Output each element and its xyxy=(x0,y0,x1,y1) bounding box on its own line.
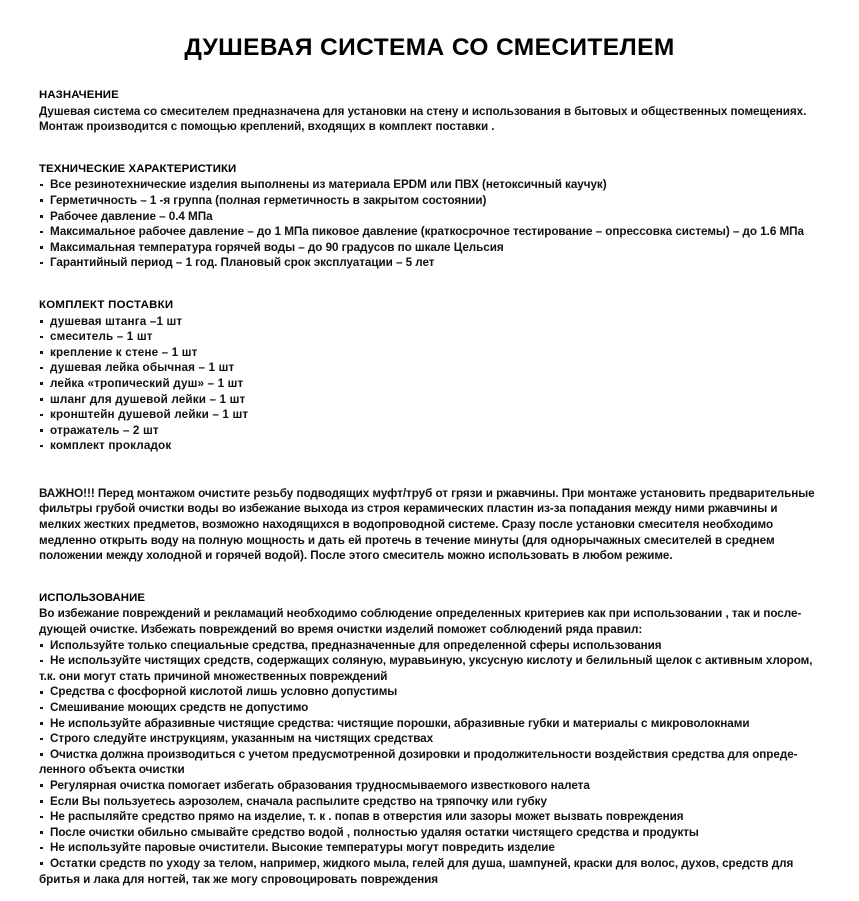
bullet-icon xyxy=(40,199,43,202)
list-item-label: Максимальная температура горячей воды – до 90 градусов по шкале Цельсия xyxy=(50,240,504,254)
list-item-label: душевая лейка обычная – 1 шт xyxy=(50,361,235,375)
list-item xyxy=(39,653,823,684)
bullet-icon xyxy=(40,215,43,218)
list-item xyxy=(39,747,823,778)
list-item-label: комплект прокладок xyxy=(50,439,172,453)
purpose-paragraph xyxy=(39,104,823,135)
list-item-continuation: ленного объекта очистки xyxy=(39,763,185,777)
list-item-label: Регулярная очистка помогает избегать образования трудносмываемого известкового налета xyxy=(50,778,590,792)
document-body xyxy=(39,88,823,901)
section-important-notice xyxy=(39,486,823,564)
list-item-label: Если Вы пользуетесь аэрозолем, сначала распылите средство на тряпочку или губку xyxy=(50,794,547,808)
bullet-icon xyxy=(40,367,43,370)
list-item xyxy=(39,240,823,256)
bullet-icon xyxy=(40,847,43,850)
section-technical-characteristics xyxy=(39,162,823,271)
important-line: фильтры грубой очистки воды во избежание выхода из строя керамических пластин из-за попадания между ними ржавчины и xyxy=(39,502,778,516)
usage-rules-list xyxy=(39,638,823,888)
list-item-label: Не используйте абразивные чистящие средства: чистящие порошки, абразивные губки и материалы с микроволокнами xyxy=(50,716,750,730)
list-item xyxy=(39,438,823,454)
spacer xyxy=(39,468,823,486)
list-item xyxy=(39,716,823,732)
spacer xyxy=(39,285,823,298)
bullet-icon xyxy=(40,722,43,725)
list-item xyxy=(39,314,823,330)
list-item xyxy=(39,177,823,193)
list-item-label: Рабочее давление – 0.4 МПа xyxy=(50,209,213,223)
list-item xyxy=(39,638,823,654)
purpose-line: Монтаж производится с помощью креплений, входящих в комплект поставки . xyxy=(39,120,495,134)
list-item-label: Строго следуйте инструкциям, указанным на чистящих средствах xyxy=(50,732,434,746)
list-item-label: шланг для душевой лейки – 1 шт xyxy=(50,392,246,406)
section-heading-delivery-set: КОМПЛЕКТ ПОСТАВКИ xyxy=(39,298,174,311)
list-item xyxy=(39,684,823,700)
bullet-icon xyxy=(40,660,43,663)
list-item xyxy=(39,825,823,841)
list-item-label: крепление к стене – 1 шт xyxy=(50,345,198,359)
list-item xyxy=(39,345,823,361)
list-item-label: Не используйте паровые очистители. Высокие температуры могут повредить изделие xyxy=(50,841,555,855)
technical-characteristics-list xyxy=(39,177,823,271)
purpose-line: Душевая система со смесителем предназначена для установки на стену и использования в бытовых и общественных помещениях. xyxy=(39,104,807,118)
list-item xyxy=(39,700,823,716)
list-item-label: смеситель – 1 шт xyxy=(50,330,153,344)
list-item xyxy=(39,731,823,747)
list-item xyxy=(39,360,823,376)
list-item xyxy=(39,224,823,240)
list-item xyxy=(39,392,823,408)
list-item-label: Используйте только специальные средства, предназначенные для определенной сферы использования xyxy=(50,638,662,652)
bullet-icon xyxy=(40,738,43,741)
important-line: ВАЖНО!!! Перед монтажом очистите резьбу подводящих муфт/труб от грязи и ржавчины. При монтаже установить предварительные xyxy=(39,486,815,500)
bullet-icon xyxy=(40,262,43,265)
bullet-icon xyxy=(40,320,43,323)
list-item-label: Все резинотехнические изделия выполнены из материала EPDM или ПВХ (нетоксичный каучук) xyxy=(50,178,607,192)
bullet-icon xyxy=(40,644,43,647)
list-item xyxy=(39,778,823,794)
list-item-label: Не распыляйте средство прямо на изделие, т. к . попав в отверстия или зазоры может вызвать повреждения xyxy=(50,810,684,824)
bullet-icon xyxy=(40,351,43,354)
list-item xyxy=(39,209,823,225)
list-item-label: Очистка должна производиться с учетом предусмотренной дозировки и продолжительности воздействия средства для опреде- xyxy=(50,747,798,761)
list-item xyxy=(39,840,823,856)
usage-line: Во избежание повреждений и рекламаций необходимо соблюдение определенных критериев как при использовании , так и после- xyxy=(39,607,802,621)
bullet-icon xyxy=(40,831,43,834)
list-item xyxy=(39,376,823,392)
bullet-icon xyxy=(40,336,43,339)
list-item-label: кронштейн душевой лейки – 1 шт xyxy=(50,408,249,422)
bullet-icon xyxy=(40,691,43,694)
list-item-label: Смешивание моющих средств не допустимо xyxy=(50,701,309,714)
list-item-label: душевая штанга –1 шт xyxy=(50,314,183,328)
important-paragraph xyxy=(39,486,823,564)
bullet-icon xyxy=(40,800,43,803)
section-usage xyxy=(39,591,823,887)
section-heading-usage: ИСПОЛЬЗОВАНИЕ xyxy=(39,591,146,604)
section-delivery-set xyxy=(39,298,823,454)
list-item-label: отражатель – 2 шт xyxy=(50,423,159,437)
list-item-label: Средства с фосфорной кислотой лишь условно допустимы xyxy=(50,685,398,699)
section-heading-technical-characteristics: ТЕХНИЧЕСКИЕ ХАРАКТЕРИСТИКИ xyxy=(39,162,237,175)
list-item-label: После очистки обильно смывайте средство водой , полностью удаляя остатки чистящего средства и продукты xyxy=(50,825,699,839)
list-item xyxy=(39,255,823,271)
page-title: ДУШЕВАЯ СИСТЕМА СО СМЕСИТЕЛЕМ xyxy=(184,34,675,61)
list-item-label: Гарантийный период – 1 год. Плановый срок эксплуатации – 5 лет xyxy=(50,256,435,270)
bullet-icon xyxy=(40,231,43,234)
bullet-icon xyxy=(40,414,43,417)
list-item xyxy=(39,423,823,439)
list-item-label: лейка «тропический душ» – 1 шт xyxy=(50,376,244,390)
bullet-icon xyxy=(40,184,43,187)
list-item-continuation: т.к. они могут стать причиной множественных повреждений xyxy=(39,669,388,683)
list-item-label: Максимальное рабочее давление – до 1 МПа пиковое давление (краткосрочное тестирование – опрессовка системы) – до 1.6 МПа xyxy=(50,225,804,239)
list-item xyxy=(39,193,823,209)
list-item xyxy=(39,407,823,423)
section-heading-purpose: НАЗНАЧЕНИЕ xyxy=(39,89,119,101)
bullet-icon xyxy=(40,398,43,401)
important-line: мелких жестких предметов, возможно находящихся в водопроводной системе. Сразу после установки смесителя необходимо xyxy=(39,518,774,532)
list-item xyxy=(39,329,823,345)
bullet-icon xyxy=(40,429,43,432)
list-item xyxy=(39,856,823,887)
bullet-icon xyxy=(40,753,43,756)
bullet-icon xyxy=(40,862,43,865)
bullet-icon xyxy=(40,707,43,710)
usage-paragraph xyxy=(39,606,823,637)
important-line: положении между холодной и горячей водой). После этого смеситель можно использовать в любом режиме. xyxy=(39,549,673,563)
important-line: медленно открыть воду на полную мощность и дать ей протечь в течение минуты (для однорычажных смесителей в среднем xyxy=(39,533,775,547)
bullet-icon xyxy=(40,382,43,385)
bullet-icon xyxy=(40,784,43,787)
bullet-icon xyxy=(40,445,43,448)
list-item-label: Остатки средств по уходу за телом, например, жидкого мыла, гелей для душа, шампуней, краски для волос, духов, средств для xyxy=(50,856,794,870)
list-item-continuation: бритья и лака для ногтей, так же могу спровоцировать повреждения xyxy=(39,872,439,886)
usage-line: дующей очистке. Избежать повреждений во время очистки изделий поможет соблюдений ряда правил: xyxy=(39,623,643,637)
list-item xyxy=(39,794,823,810)
list-item-label: Герметичность – 1 -я группа (полная герметичность в закрытом состоянии) xyxy=(50,193,487,207)
spacer xyxy=(39,578,823,591)
section-purpose xyxy=(39,88,823,135)
bullet-icon xyxy=(40,246,43,249)
list-item-label: Не используйте чистящих средств, содержащих соляную, муравьиную, уксусную кислоту и белильный щелок с активным хлором, xyxy=(50,654,813,668)
delivery-set-list xyxy=(39,314,823,454)
spacer xyxy=(39,149,823,162)
